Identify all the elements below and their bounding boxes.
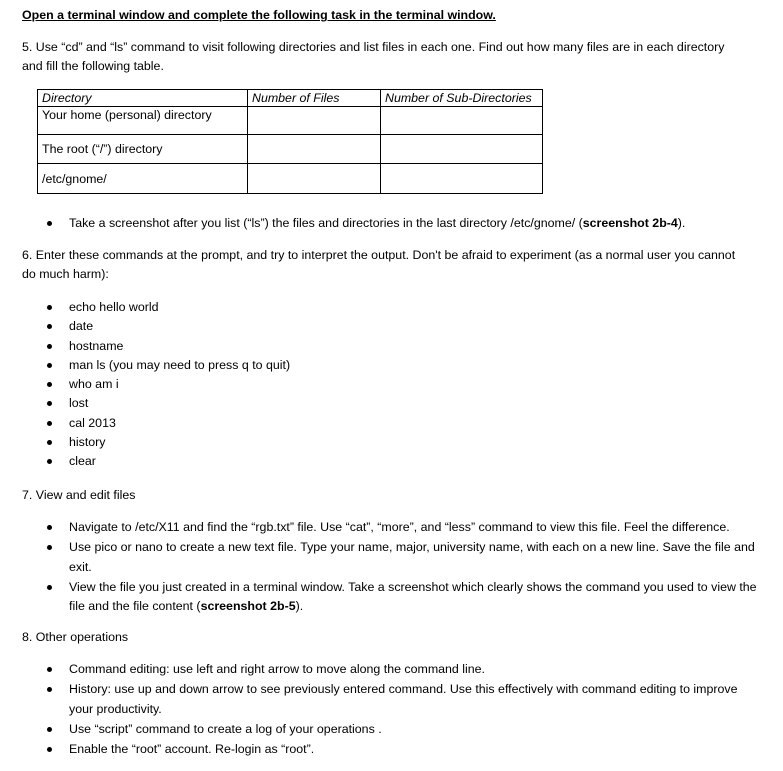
table-cell-empty [381,164,543,194]
list-item: lost [22,394,757,413]
list-item-text: ). [295,599,304,614]
other-operations-list [22,660,757,760]
table-cell-empty [248,164,381,194]
list-item: Command editing: use left and right arrow to move along the command line. [22,660,757,679]
section-8-text: 8. Other operations [22,630,129,644]
list-item: clear [22,452,757,471]
list-item-text: ). [677,216,686,230]
table-cell: The root (“/”) directory [38,135,248,164]
table-header-cell: Directory [38,90,248,107]
list-item: Use “script” command to create a log of your operations . [22,720,757,739]
list-item [22,214,757,233]
table-cell: /etc/gnome/ [38,164,248,194]
directory-table [37,89,543,194]
list-item: Navigate to /etc/X11 and find the “rgb.txt” file. Use “cat”, “more”, and “less” command to view this file. Feel the difference. [22,518,757,537]
list-item: echo hello world [22,298,757,317]
page-title: Open a terminal window and complete the following task in the terminal window. [22,8,496,22]
table-cell-empty [248,135,381,164]
list-item: Enable the “root” account. Re-login as “root”. [22,740,757,759]
list-item: Use pico or nano to create a new text file. Type your name, major, university name, with each on a new line. Save the file and exit. [22,538,757,577]
command-list [22,298,757,472]
table-cell-empty [381,135,543,164]
table-row [38,164,543,194]
table-row [38,135,543,164]
table-cell-empty [248,107,381,135]
table-header-cell: Number of Sub-Directories [381,90,543,107]
screenshot-2b4-list [22,214,757,233]
list-item: man ls (you may need to press q to quit) [22,356,757,375]
section-7-text: 7. View and edit files [22,488,136,502]
list-item [22,578,757,617]
list-item-text: View the file you just created in a terminal window. Take a screenshot which clearly shows the command you used to view the file and the file content ( [69,579,757,614]
table-cell-empty [381,107,543,135]
table-row [38,107,543,135]
section-5-text: 5. Use “cd” and “ls” command to visit following directories and list files in each one. Find out how many files are in each directory and fill the following table. [22,40,725,73]
table-cell: Your home (personal) directory [38,107,248,135]
section-6-text: 6. Enter these commands at the prompt, and try to interpret the output. Don't be afraid to experiment (as a normal user you cannot do much harm): [22,248,736,281]
list-item: who am i [22,375,757,394]
list-item: cal 2013 [22,414,757,433]
table-header-cell: Number of Files [248,90,381,107]
screenshot-label: screenshot 2b-4 [582,216,678,230]
list-item-text: Take a screenshot after you list (“ls”) the files and directories in the last directory /etc/gnome/ ( [69,216,583,230]
list-item: date [22,317,757,336]
list-item: hostname [22,337,757,356]
view-edit-list [22,518,757,617]
screenshot-label: screenshot 2b-5 [200,599,296,614]
list-item: History: use up and down arrow to see previously entered command. Use this effectively with command editing to improve your productivity. [22,680,757,719]
list-item: history [22,433,757,452]
table-header-row [38,90,543,107]
